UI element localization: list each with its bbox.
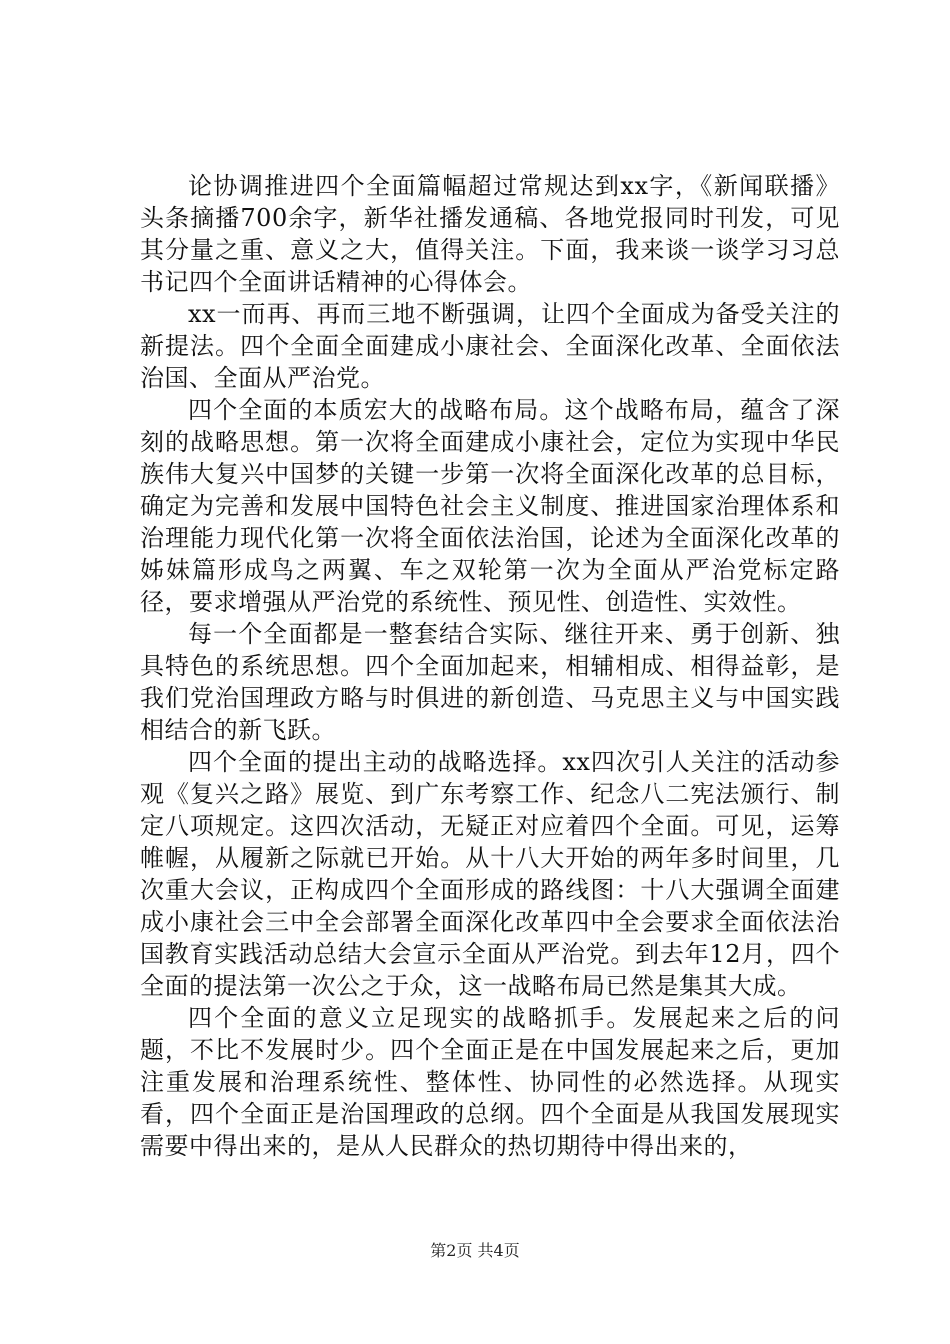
paragraph-4: 每一个全面都是一整套结合实际、继往开来、勇于创新、独具特色的系统思想。四个全面加起来，相辅相成、相得益彰，是我们党治国理政方略与时俱进的新创造、马克思主义与中国实践相结合的新飞跃。 xyxy=(140,620,840,744)
paragraph-2: xx一而再、再而三地不断强调，让四个全面成为备受关注的新提法。四个全面全面建成小康社会、全面深化改革、全面依法治国、全面从严治党。 xyxy=(140,300,840,392)
page-number-footer: 第2页 共4页 xyxy=(430,1241,520,1260)
document-body xyxy=(140,170,840,1162)
paragraph-3: 四个全面的本质宏大的战略布局。这个战略布局，蕴含了深刻的战略思想。第一次将全面建成小康社会，定位为实现中华民族伟大复兴中国梦的关键一步第一次将全面深化改革的总目标，确定为完善和发展中国特色社会主义制度、推进国家治理体系和治理能力现代化第一次将全面依法治国，论述为全面深化改革的姊妹篇形成鸟之两翼、车之双轮第一次为全面从严治党标定路径，要求增强从严治党的系统性、预见性、创造性、实效性。 xyxy=(140,396,840,616)
paragraph-5: 四个全面的提出主动的战略选择。xx四次引人关注的活动参观《复兴之路》展览、到广东考察工作、纪念八二宪法颁行、制定八项规定。这四次活动，无疑正对应着四个全面。可见，运筹帷幄，从履新之际就已开始。从十八大开始的两年多时间里，几次重大会议，正构成四个全面形成的路线图：十八大强调全面建成小康社会三中全会部署全面深化改革四中全会要求全面依法治国教育实践活动总结大会宣示全面从严治党。到去年12月，四个全面的提法第一次公之于众，这一战略布局已然是集其大成。 xyxy=(140,748,840,1000)
paragraph-1: 论协调推进四个全面篇幅超过常规达到xx字，《新闻联播》头条摘播700余字，新华社播发通稿、各地党报同时刊发，可见其分量之重、意义之大，值得关注。下面，我来谈一谈学习习总书记四个全面讲话精神的心得体会。 xyxy=(140,172,840,296)
paragraph-6: 四个全面的意义立足现实的战略抓手。发展起来之后的问题，不比不发展时少。四个全面正是在中国发展起来之后，更加注重发展和治理系统性、整体性、协同性的必然选择。从现实看，四个全面正是治国理政的总纲。四个全面是从我国发展现实需要中得出来的，是从人民群众的热切期待中得出来的， xyxy=(140,1004,840,1160)
